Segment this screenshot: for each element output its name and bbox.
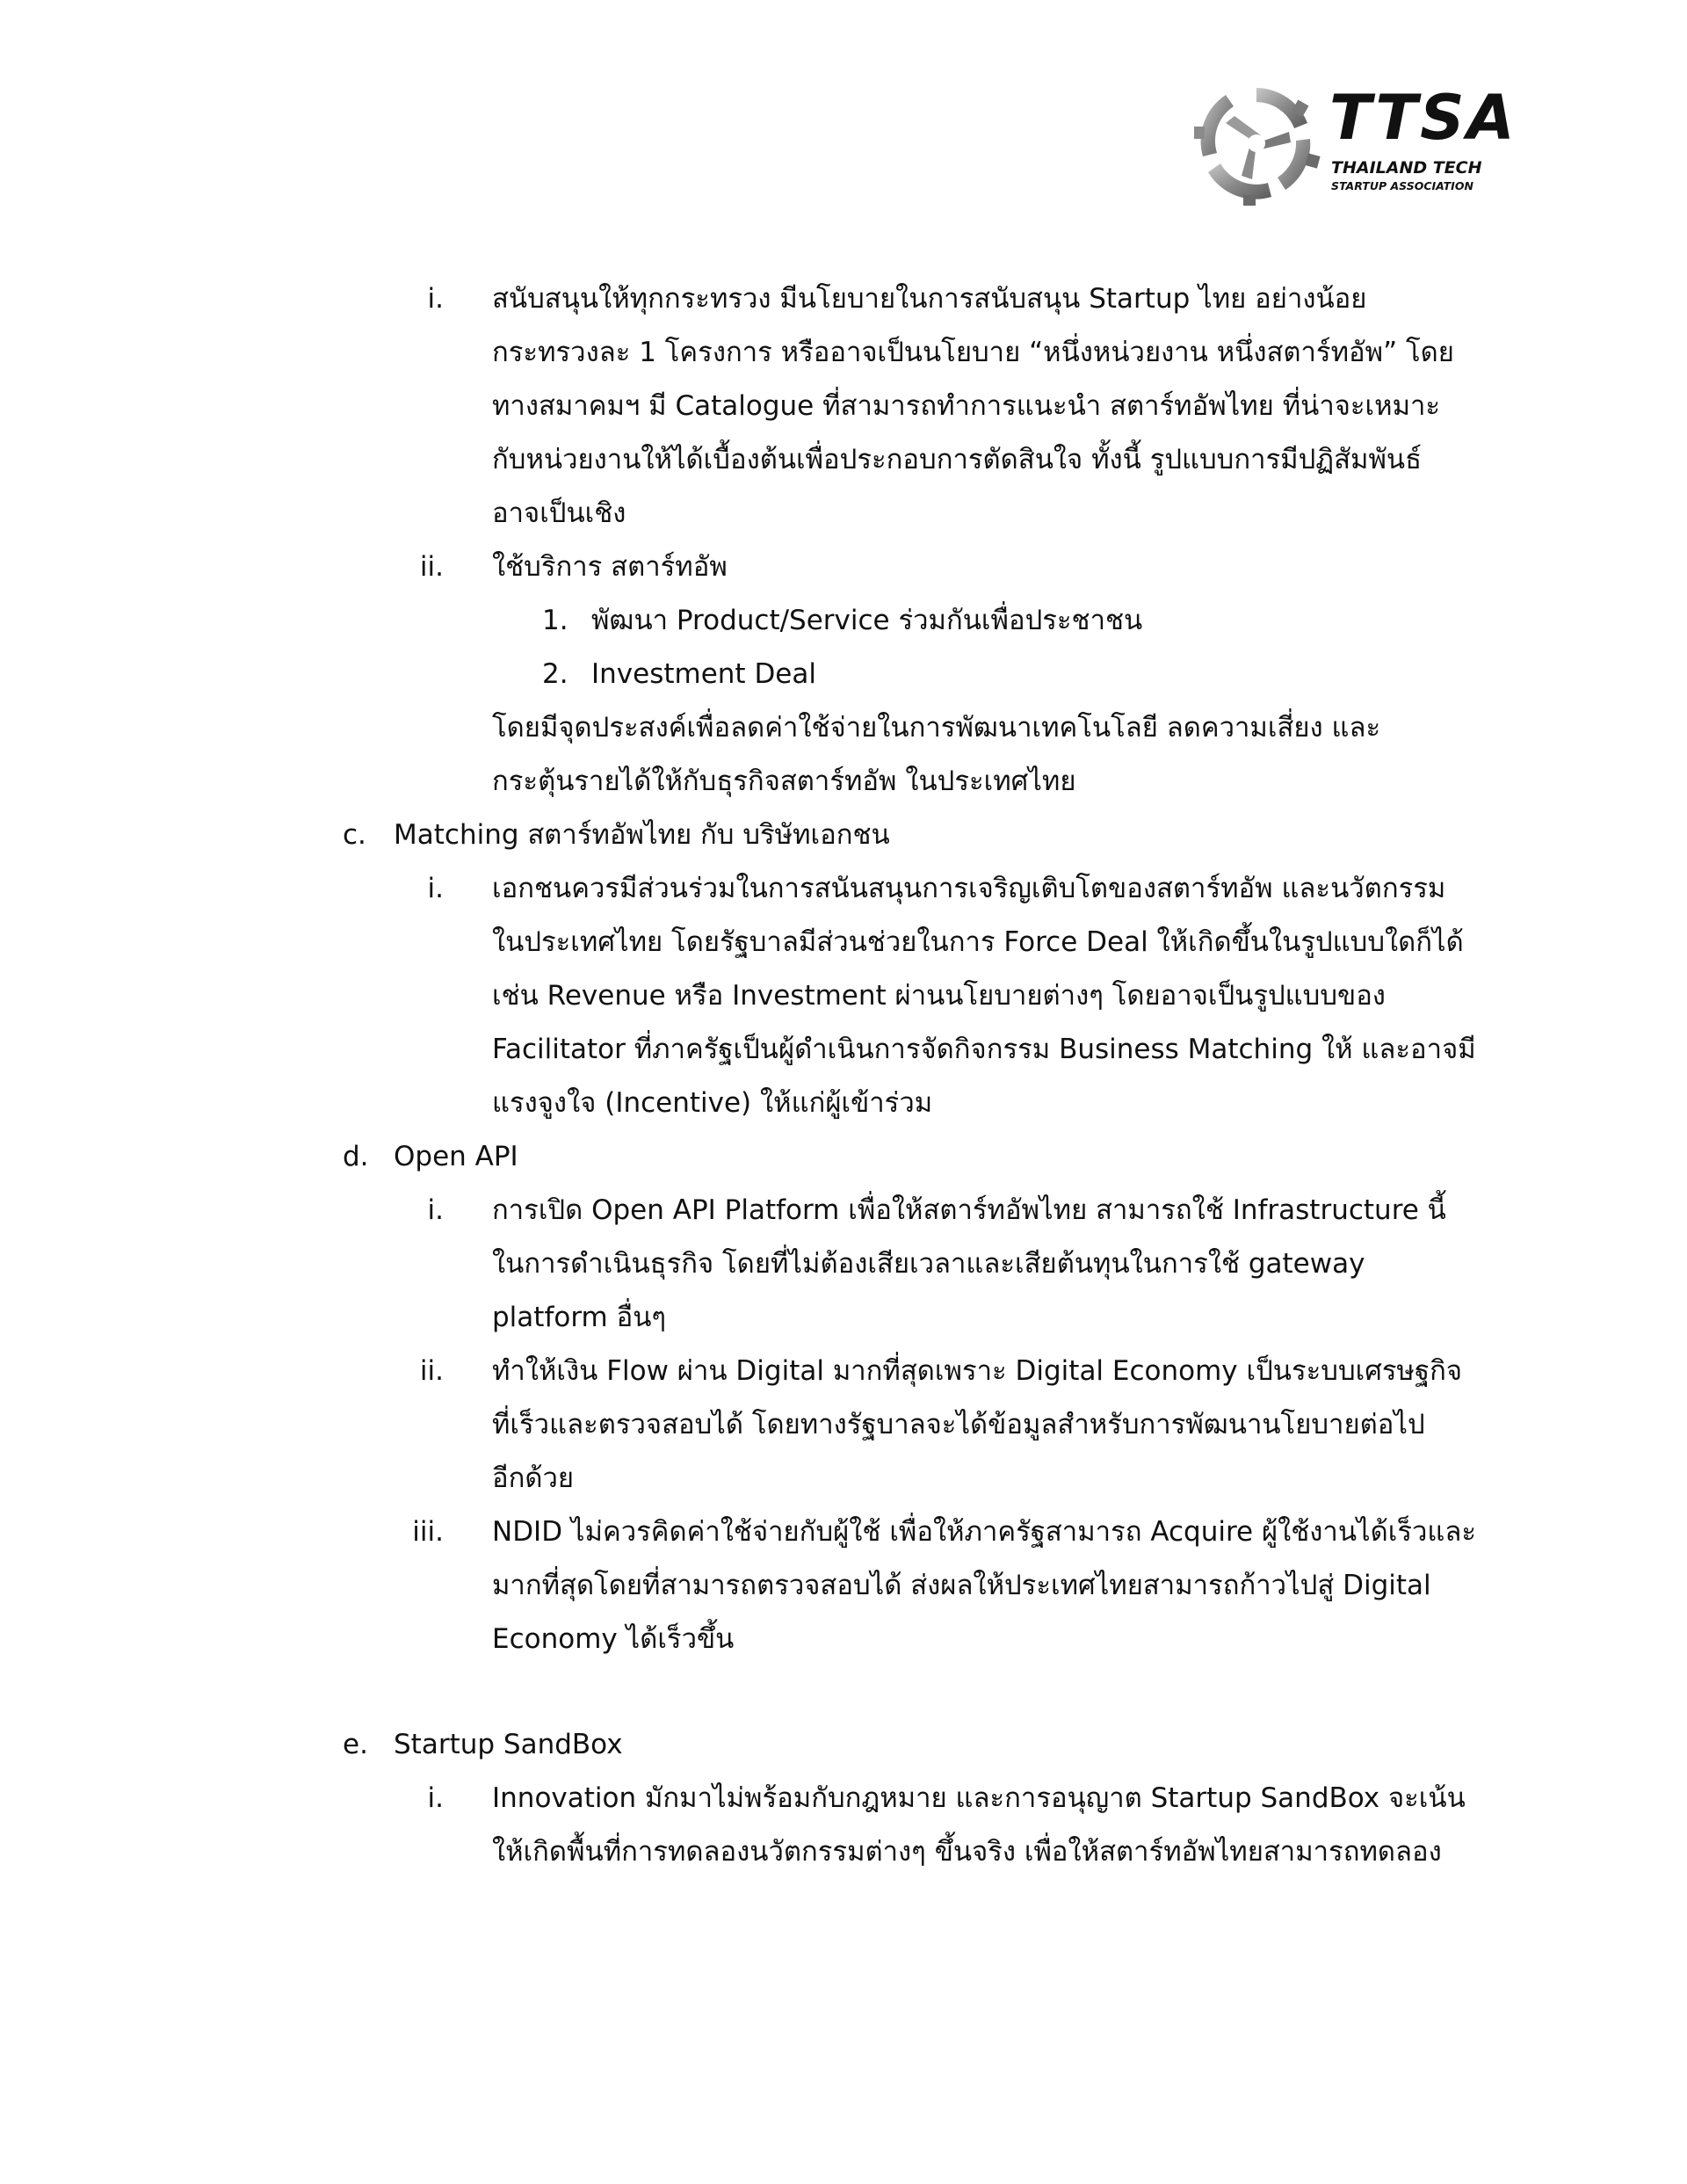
list-item-line: เช่น Revenue หรือ Investment ผ่านนโยบายต่างๆ โดยอาจเป็นรูปแบบของ bbox=[492, 980, 1386, 1012]
list-marker: e. bbox=[343, 1729, 368, 1760]
list-item-line: Investment Deal bbox=[591, 658, 816, 690]
list-marker: i. bbox=[427, 873, 444, 904]
list-marker: 1. bbox=[542, 605, 568, 636]
list-marker: iii. bbox=[412, 1516, 444, 1548]
list-item-line: พัฒนา Product/Service ร่วมกันเพื่อประชาชน bbox=[591, 605, 1143, 636]
list-marker: 2. bbox=[542, 658, 568, 690]
list-item-line: Innovation มักมาไม่พร้อมกับกฎหมาย และการอนุญาต Startup SandBox จะเน้น bbox=[492, 1782, 1466, 1814]
list-item-line: ที่เร็วและตรวจสอบได้ โดยทางรัฐบาลจะได้ข้อมูลสำหรับการพัฒนานโยบายต่อไป bbox=[492, 1409, 1425, 1440]
list-item-line: platform อื่นๆ bbox=[492, 1302, 667, 1333]
logo-subtitle-line1: THAILAND TECH bbox=[1331, 158, 1482, 178]
list-item-line: อาจเป็นเชิง bbox=[492, 497, 626, 529]
gear-logo-icon bbox=[1191, 77, 1322, 209]
list-item-line: ทำให้เงิน Flow ผ่าน Digital มากที่สุดเพราะ Digital Economy เป็นระบบเศรษฐกิจ bbox=[492, 1355, 1463, 1387]
list-item-line: มากที่สุดโดยที่สามารถตรวจสอบได้ ส่งผลให้ประเทศไทยสามารถก้าวไปสู่ Digital bbox=[492, 1570, 1431, 1601]
list-marker: ii. bbox=[419, 1355, 444, 1387]
list-marker: i. bbox=[427, 1782, 444, 1814]
list-marker: d. bbox=[343, 1141, 369, 1172]
list-item-line: แรงจูงใจ (Incentive) ให้แก่ผู้เข้าร่วม bbox=[492, 1087, 933, 1119]
list-item-line: เอกชนควรมีส่วนร่วมในการสนันสนุนการเจริญเติบโตของสตาร์ทอัพ และนวัตกรรม bbox=[492, 873, 1446, 904]
logo-title: TTSA bbox=[1329, 82, 1517, 154]
list-item-line: ให้เกิดพื้นที่การทดลองนวัตกรรมต่างๆ ขึ้นจริง เพื่อให้สตาร์ทอัพไทยสามารถทดลอง bbox=[492, 1836, 1442, 1868]
paragraph-line: โดยมีจุดประสงค์เพื่อลดค่าใช้จ่ายในการพัฒนาเทคโนโลยี ลดความเสี่ยง และ bbox=[492, 712, 1381, 744]
section-heading: Matching สตาร์ทอัพไทย กับ บริษัทเอกชน bbox=[394, 819, 890, 851]
list-item-line: NDID ไม่ควรคิดค่าใช้จ่ายกับผู้ใช้ เพื่อให้ภาครัฐสามารถ Acquire ผู้ใช้งานได้เร็วและ bbox=[492, 1516, 1477, 1548]
list-marker: c. bbox=[343, 819, 366, 851]
section-heading: Startup SandBox bbox=[394, 1729, 623, 1760]
list-item-line: ใช้บริการ สตาร์ทอัพ bbox=[492, 551, 728, 583]
list-item-line: ในประเทศไทย โดยรัฐบาลมีส่วนช่วยในการ Force Deal ให้เกิดขึ้นในรูปแบบใดก็ได้ bbox=[492, 926, 1464, 958]
list-item-line: ในการดำเนินธุรกิจ โดยที่ไม่ต้องเสียเวลาและเสียต้นทุนในการใช้ gateway bbox=[492, 1248, 1365, 1280]
logo-subtitle-line2: STARTUP ASSOCIATION bbox=[1331, 179, 1473, 192]
list-marker: ii. bbox=[419, 551, 444, 583]
list-item-line: Economy ได้เร็วขึ้น bbox=[492, 1623, 735, 1655]
paragraph-line: กระตุ้นรายได้ให้กับธุรกิจสตาร์ทอัพ ในประเทศไทย bbox=[492, 765, 1076, 797]
ttsa-logo bbox=[1191, 77, 1517, 209]
section-heading: Open API bbox=[394, 1141, 518, 1172]
list-marker: i. bbox=[427, 1194, 444, 1226]
list-item-line: กับหน่วยงานให้ได้เบื้องต้นเพื่อประกอบการตัดสินใจ ทั้งนี้ รูปแบบการมีปฏิสัมพันธ์ bbox=[492, 444, 1423, 475]
list-marker: i. bbox=[427, 283, 444, 315]
list-item-line: ทางสมาคมฯ มี Catalogue ที่สามารถทำการแนะนำ สตาร์ทอัพไทย ที่น่าจะเหมาะ bbox=[492, 390, 1441, 422]
list-item-line: อีกด้วย bbox=[492, 1462, 575, 1494]
list-item-line: Facilitator ที่ภาครัฐเป็นผู้ดำเนินการจัดกิจกรรม Business Matching ให้ และอาจมี bbox=[492, 1034, 1476, 1065]
list-item-line: การเปิด Open API Platform เพื่อให้สตาร์ทอัพไทย สามารถใช้ Infrastructure นี้ bbox=[492, 1194, 1446, 1226]
list-item-line: สนับสนุนให้ทุกกระทรวง มีนโยบายในการสนับสนุน Startup ไทย อย่างน้อย bbox=[492, 283, 1367, 315]
list-item-line: กระทรวงละ 1 โครงการ หรืออาจเป็นนโยบาย “หนึ่งหน่วยงาน หนึ่งสตาร์ทอัพ” โดย bbox=[492, 337, 1454, 368]
